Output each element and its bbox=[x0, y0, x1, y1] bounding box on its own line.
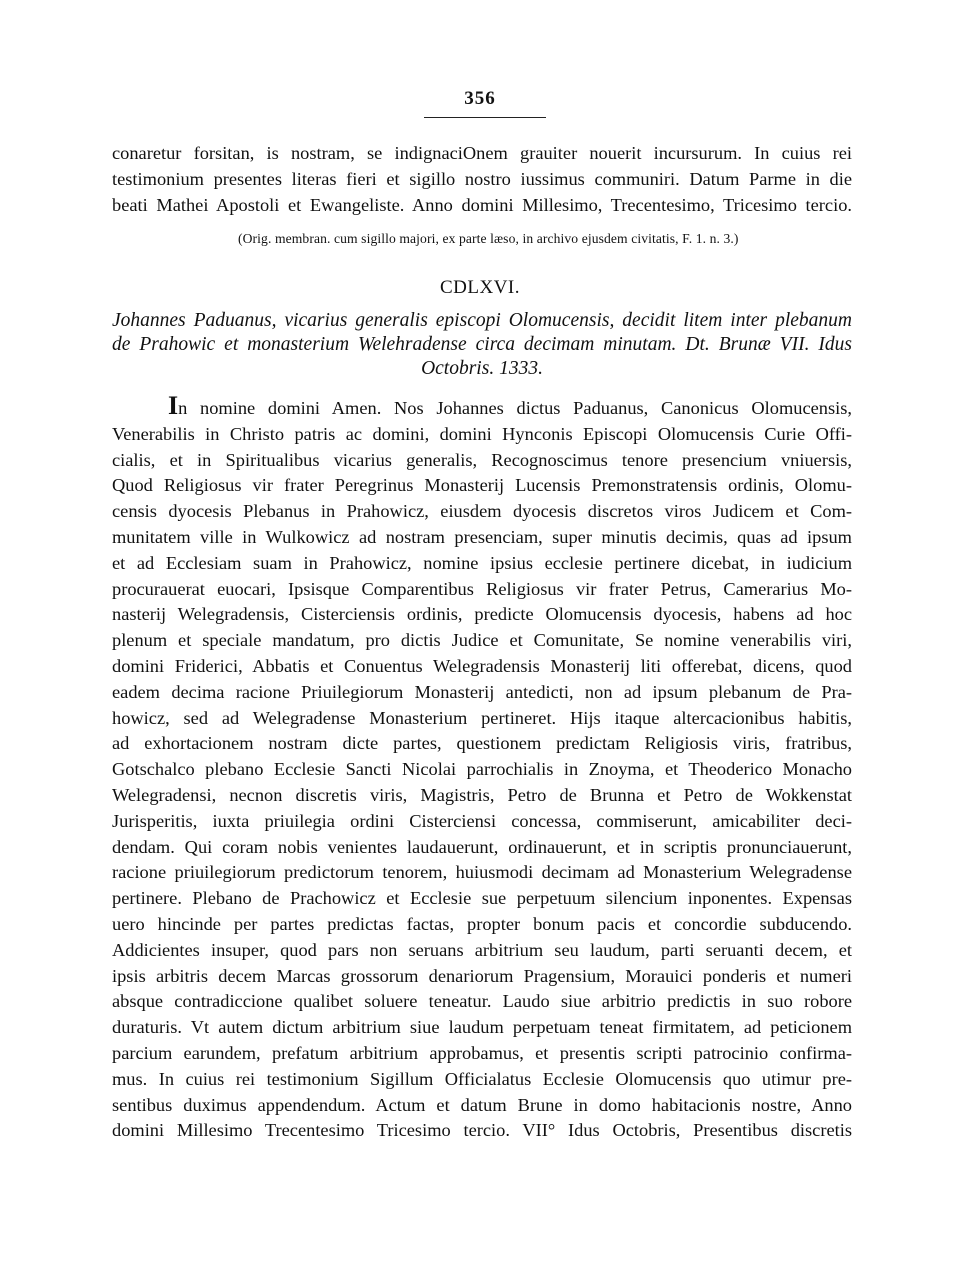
text-line: plenum et speciale mandatum, pro dictis Judice et Comunitate, Se nomine venerabilis viri, bbox=[112, 630, 852, 651]
heading-line: de Prahowic et monasterium Welehradense circa decimam minutam. Dt. Brunæ VII. Idus bbox=[112, 334, 852, 355]
text-line: sentibus duximus appendendum. Actum et datum Brune in domo habitacionis nostre, Anno bbox=[112, 1094, 852, 1115]
text-line: domini Millesimo Trecentesimo Tricesimo tercio. VII° Idus Octobris, Presentibus discretis bbox=[112, 1120, 852, 1141]
text-line bbox=[112, 391, 852, 422]
text-line: Gotschalco plebano Ecclesie Sancti Nicolai parrochialis in Znoyma, et Theoderico Monacho bbox=[112, 759, 852, 780]
text-line: conaretur forsitan, is nostram, se indignaciOnem grauiter nouerit incursurum. In cuius rei bbox=[112, 143, 852, 163]
text-line: nasterij Welegradensis, Cisterciensis ordinis, predicte Olomucensis dyocesis, habens ad hoc bbox=[112, 604, 852, 625]
source-note: (Orig. membran. cum sigillo majori, ex parte læso, in archivo ejusdem civitatis, F. 1. n. 3.) bbox=[238, 231, 739, 246]
text-line: mus. In cuius rei testimonium Sigillum Officialatus Ecclesie Olomucensis quo utimur pre- bbox=[112, 1068, 852, 1089]
document-body bbox=[112, 391, 852, 1144]
document-heading bbox=[112, 309, 852, 381]
text-line: parcium earundem, prefatum arbitrium approbamus, et presentis scripti patrocinio confirma- bbox=[112, 1042, 852, 1063]
text-line: testimonium presentes literas fieri et sigillo nostro iussimus communiri. Datum Parme in die bbox=[112, 168, 852, 189]
text-line: et ad Ecclesiam suam in Prahowicz, nomine ipsius ecclesie pertinere dicebat, in iudicium bbox=[112, 552, 852, 573]
text-line: Venerabilis in Christo patris ac domini, domini Hynconis Episcopi Olomucensis Curie Offi- bbox=[112, 423, 852, 444]
page-number-rule bbox=[424, 117, 546, 118]
page-number: 356 bbox=[464, 88, 496, 109]
text-line: domini Friderici, Abbatis et Conuentus Welegradensis Monasterij liti offerebat, dicens, quod bbox=[112, 655, 852, 676]
initial-letter: I bbox=[168, 391, 179, 420]
text-line: beati Mathei Apostoli et Ewangeliste. Anno domini Millesimo, Trecentesimo, Tricesimo tercio. bbox=[112, 194, 852, 215]
text-line: Welegradensi, necnon discretis viris, Magistris, Petro de Brunna et Petro de Wokkenstat bbox=[112, 784, 852, 805]
text-line: Addicientes insuper, quod pars non seruans arbitrium seu laudum, parti seruanti decem, et bbox=[112, 939, 852, 960]
text-line: uero hincinde per partes predictas factas, propter bonum pacis et concordie subducendo. bbox=[112, 913, 852, 934]
continuation-paragraph bbox=[112, 141, 852, 218]
text-line: cialis, et in Spiritualibus vicarius generalis, Recognoscimus tenore presencium vniuersis, bbox=[112, 449, 852, 470]
text-line: dendam. Qui coram nobis venientes laudauerunt, ordinauerunt, et in scriptis pronunciauerunt, bbox=[112, 836, 852, 857]
text-line: ad exhortacionem nostram dicte partes, questionem predictam Religiosis viris, fratribus, bbox=[112, 733, 852, 754]
first-line-text: n nomine domini Amen. Nos Johannes dictus Paduanus, Canonicus Olomucensis, bbox=[178, 398, 852, 418]
text-line: Quod Religiosus vir frater Peregrinus Monasterij Lucensis Premonstratensis ordinis, Olomu- bbox=[112, 475, 852, 496]
heading-line: Octobris. 1333. bbox=[421, 358, 543, 379]
text-line: racione priuilegiorum predictorum tenorem, huiusmodi decimam ad Monasterium Welegradense bbox=[112, 862, 852, 883]
text-line: ipsis arbitris decem Marcas grossorum denariorum Pragensium, Morauici ponderis et numeri bbox=[112, 965, 852, 986]
text-line: munitatem ville in Wulkowicz ad nostram presenciam, super minutis decimis, quas ad ipsum bbox=[112, 526, 852, 547]
document-number: CDLXVI. bbox=[439, 277, 521, 298]
text-line: howicz, sed ad Welegradense Monasterium pertineret. Hijs itaque altercacionibus habitis, bbox=[112, 707, 852, 728]
text-line: absque contradiccione qualibet soluere teneatur. Laudo siue arbitrio predictis in suo robore bbox=[112, 991, 852, 1012]
text-line: pertinere. Plebano de Prachowicz et Ecclesie sue perpetuum silencium inponentes. Expensas bbox=[112, 888, 852, 909]
text-line: procurauerat euocari, Ipsisque Comparentibus Religiosus vir frater Petrus, Camerarius Mo- bbox=[112, 578, 852, 599]
heading-line: Johannes Paduanus, vicarius generalis episcopi Olomucensis, decidit litem inter plebanum bbox=[112, 310, 852, 331]
text-line: eadem decima racione Priuilegiorum Monasterij antedicti, non ad ipsum plebanum de Pra- bbox=[112, 681, 852, 702]
text-line: Jurisperitis, iuxta priuilegia ordini Cisterciensi concessa, commiserunt, amicabiliter deci- bbox=[112, 810, 852, 831]
text-line: censis dyocesis Plebanus in Prahowicz, eiusdem dyocesis discretos viros Judicem et Com- bbox=[112, 501, 852, 522]
text-line: duraturis. Vt autem dictum arbitrium siue laudum perpetuam teneat firmitatem, ad peticionem bbox=[112, 1017, 852, 1038]
